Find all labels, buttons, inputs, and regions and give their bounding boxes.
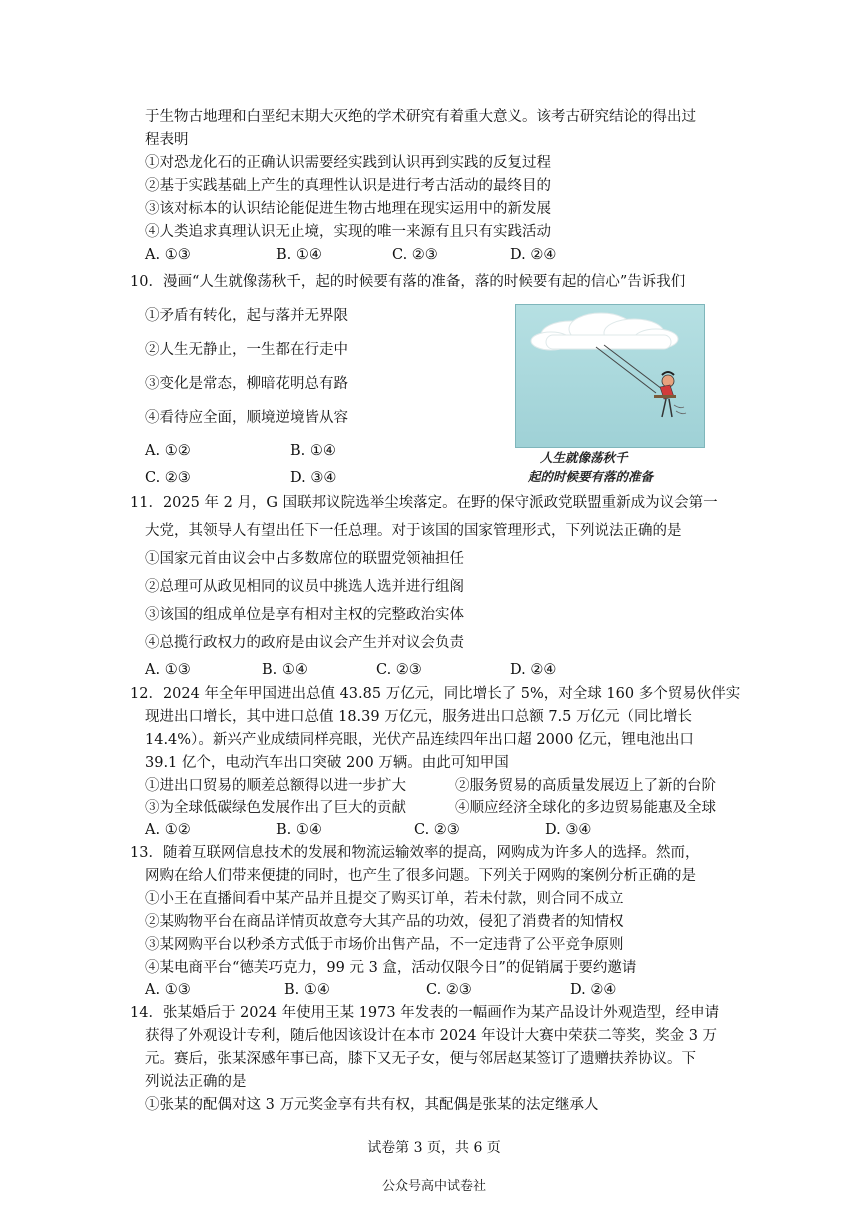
page-number: 试卷第 3 页，共 6 页 [367,1140,501,1156]
q11-option-4: ④总揽行政权力的政府是由议会产生并对议会负责 [145,635,464,651]
q13-option-4: ④某电商平台“德芙巧克力，99 元 3 盒，活动仅限今日”的促销属于要约邀请 [145,960,637,976]
q11-stem-line-1: 11．2025 年 2 月，G 国联邦议院选举尘埃落定。在野的保守派政党联盟重新成为议会第一 [130,495,718,511]
q12-choice-d: D. ③④ [545,822,592,838]
q9-option-4: ④人类追求真理认识无止境，实现的唯一来源有且只有实践活动 [145,224,551,240]
q9-choice-d: D. ②④ [510,247,557,263]
q11-choice-a: A. ①③ [145,662,191,678]
q10-option-4: ④看待应全面，顺境逆境皆从容 [145,410,348,426]
q13-stem-line-2: 网购在给人们带来便捷的同时，也产生了很多问题。下列关于网购的案例分析正确的是 [145,868,696,884]
q11-option-3: ③该国的组成单位是享有相对主权的完整政治实体 [145,607,464,623]
q12-choice-c: C. ②③ [414,822,460,838]
q13-choice-b: B. ①④ [284,982,330,998]
q14-stem-line-1: 14．张某婚后于 2024 年使用王某 1973 年发表的一幅画作为某产品设计外观造型，经申请 [130,1005,720,1021]
q12-stem-line-3: 14.4%）。新兴产业成绩同样亮眼，光伏产品连续四年出口超 2000 亿元，锂电池出口 [145,732,694,748]
q9-option-3: ③该对标本的认识结论能促进生物古地理在现实运用中的新发展 [145,201,551,217]
q13-option-1: ①小王在直播间看中某产品并且提交了购买订单，若未付款，则合同不成立 [145,891,624,907]
q10-stem: 10．漫画“人生就像荡秋千，起的时候要有落的准备，落的时候要有起的信心”告诉我们 [130,274,686,290]
swing-cartoon-image [515,304,705,448]
q12-option-3: ③为全球低碳绿色发展作出了巨大的贡献 [145,800,406,816]
comic-caption-line-2: 起的时候要有落的准备 [528,469,654,484]
q11-option-2: ②总理可从政见相同的议员中挑选人选并进行组阁 [145,579,464,595]
q12-option-4: ④顺应经济全球化的多边贸易能惠及全球 [455,800,716,816]
q10-choice-a: A. ①② [145,443,191,459]
q14-stem-line-4: 列说法正确的是 [145,1074,247,1090]
q11-choice-c: C. ②③ [376,662,422,678]
q11-choice-b: B. ①④ [262,662,308,678]
q9-option-1: ①对恐龙化石的正确认识需要经实践到认识再到实践的反复过程 [145,155,551,171]
q12-option-2: ②服务贸易的高质量发展迈上了新的台阶 [455,778,716,794]
q14-stem-line-3: 元。赛后，张某深感年事已高，膝下又无子女，便与邻居赵某签订了遗赠扶养协议。下 [145,1051,696,1067]
q12-choice-b: B. ①④ [276,822,322,838]
q9-option-2: ②基于实践基础上产生的真理性认识是进行考古活动的最终目的 [145,178,551,194]
q9-stem-line-2: 程表明 [145,132,189,148]
q13-choice-c: C. ②③ [426,982,472,998]
q12-option-1: ①进出口贸易的顺差总额得以进一步扩大 [145,778,406,794]
q11-stem-line-2: 大党，其领导人有望出任下一任总理。对于该国的国家管理形式，下列说法正确的是 [145,523,682,539]
q9-choice-a: A. ①③ [145,247,191,263]
q10-choice-b: B. ①④ [290,443,336,459]
q11-option-1: ①国家元首由议会中占多数席位的联盟党领袖担任 [145,551,464,567]
q9-choice-b: B. ①④ [276,247,322,263]
q12-choice-a: A. ①② [145,822,191,838]
q13-choice-d: D. ②④ [570,982,617,998]
q9-stem-line-1: 于生物古地理和白垩纪末期大灭绝的学术研究有着重大意义。该考古研究结论的得出过 [145,109,696,125]
q12-stem-line-1: 12．2024 年全年甲国进出总值 43.85 万亿元，同比增长了 5%，对全球 160 多个贸易伙伴实 [130,686,741,702]
q10-option-1: ①矛盾有转化，起与落并无界限 [145,308,348,324]
q10-option-2: ②人生无静止，一生都在行走中 [145,342,348,358]
source-watermark: 公众号高中试卷社 [381,1179,486,1194]
q13-option-2: ②某购物平台在商品详情页故意夸大其产品的功效，侵犯了消费者的知情权 [145,914,624,930]
q13-option-3: ③某网购平台以秒杀方式低于市场价出售产品，不一定违背了公平竞争原则 [145,937,624,953]
q10-choice-c: C. ②③ [145,470,191,486]
swing-cartoon-drawing [516,305,704,447]
q9-choice-c: C. ②③ [392,247,438,263]
q14-stem-line-2: 获得了外观设计专利，随后他因该设计在本市 2024 年设计大赛中荣获二等奖，奖金 3 万 [145,1028,718,1044]
q14-option-1: ①张某的配偶对这 3 万元奖金享有共有权，其配偶是张某的法定继承人 [145,1097,599,1113]
q13-stem-line-1: 13．随着互联网信息技术的发展和物流运输效率的提高，网购成为许多人的选择。然而， [130,845,700,861]
q10-choice-d: D. ③④ [290,470,337,486]
q10-option-3: ③变化是常态，柳暗花明总有路 [145,376,348,392]
q12-stem-line-2: 现进出口增长，其中进口总值 18.39 万亿元，服务进出口总额 7.5 万亿元（同比增长 [145,709,693,725]
q13-choice-a: A. ①③ [145,982,191,998]
q11-choice-d: D. ②④ [510,662,557,678]
comic-caption-line-1: 人生就像荡秋千 [540,450,628,465]
q12-stem-line-4: 39.1 亿个，电动汽车出口突破 200 万辆。由此可知甲国 [145,755,509,771]
